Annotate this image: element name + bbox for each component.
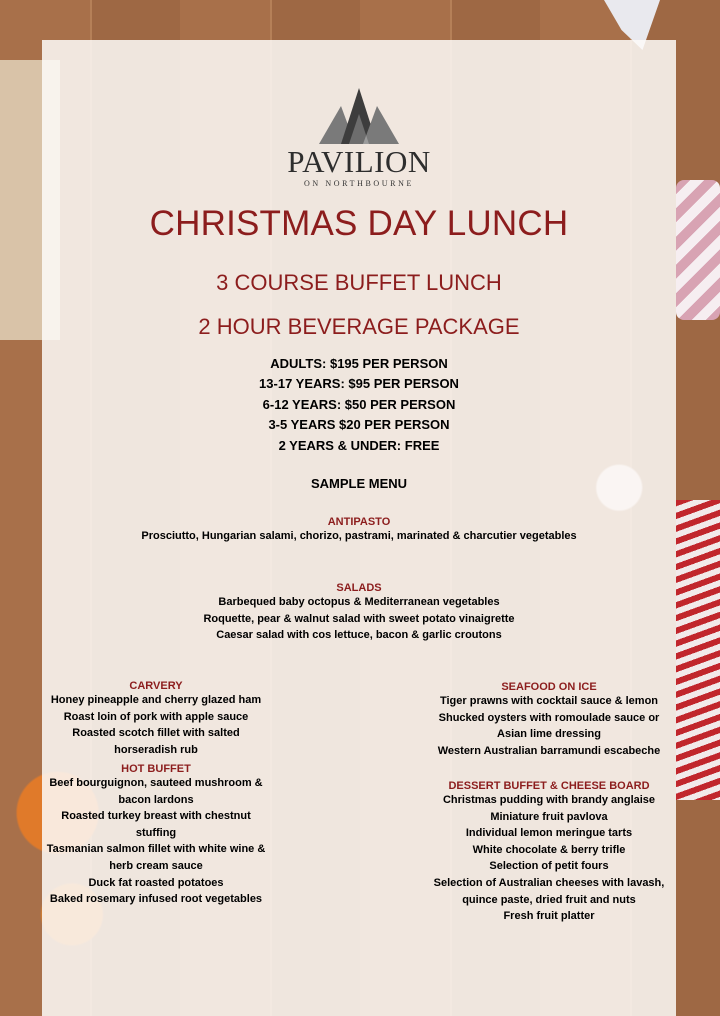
menu-item: bacon lardons bbox=[118, 793, 194, 806]
menu-item: Prosciutto, Hungarian salami, chorizo, pastrami, marinated & charcutier vegetables bbox=[141, 530, 577, 542]
price-under-2: 2 YEARS & UNDER: FREE bbox=[278, 437, 440, 453]
menu-item: Roast loin of pork with apple sauce bbox=[63, 710, 249, 723]
page-title: CHRISTMAS DAY LUNCH bbox=[149, 204, 569, 243]
twine-spool-decoration bbox=[676, 500, 720, 800]
section-heading: CARVERY bbox=[129, 680, 183, 692]
menu-item: Individual lemon meringue tarts bbox=[465, 827, 633, 840]
menu-item: White chocolate & berry trifle bbox=[472, 843, 626, 856]
menu-item: Asian lime dressing bbox=[497, 728, 601, 741]
sample-menu-heading: SAMPLE MENU bbox=[310, 476, 408, 491]
section-heading: HOT BUFFET bbox=[121, 763, 191, 775]
section-antipasto bbox=[42, 516, 676, 545]
brand-tagline: ON NORTHBOURNE bbox=[304, 179, 414, 188]
menu-item: Beef bourguignon, sauteed mushroom & bbox=[49, 777, 263, 789]
section-seafood bbox=[422, 681, 676, 759]
section-heading: SALADS bbox=[336, 582, 382, 594]
menu-item: Caesar salad with cos lettuce, bacon & garlic croutons bbox=[216, 629, 502, 642]
section-hot-buffet bbox=[42, 763, 270, 908]
menu-item: quince paste, dried fruit and nuts bbox=[462, 893, 636, 906]
menu-item: Roasted scotch fillet with salted horseradish rub bbox=[72, 727, 240, 756]
menu-item: Fresh fruit platter bbox=[503, 910, 595, 923]
menu-item: Tiger prawns with cocktail sauce & lemon bbox=[439, 695, 659, 707]
menu-item: Christmas pudding with brandy anglaise bbox=[442, 794, 656, 806]
section-heading: ANTIPASTO bbox=[327, 516, 391, 528]
subtitle-beverage: 2 HOUR BEVERAGE PACKAGE bbox=[198, 314, 520, 339]
price-3-5: 3-5 YEARS $20 PER PERSON bbox=[268, 417, 450, 433]
price-13-17: 13-17 YEARS: $95 PER PERSON bbox=[259, 376, 459, 392]
menu-item: Honey pineapple and cherry glazed ham bbox=[50, 694, 262, 706]
menu-item: Shucked oysters with romoulade sauce or bbox=[438, 711, 660, 724]
candy-cane-decoration bbox=[676, 180, 720, 320]
section-dessert bbox=[422, 780, 676, 925]
menu-item: Baked rosemary infused root vegetables bbox=[49, 893, 263, 906]
menu-item: Roquette, pear & walnut salad with sweet potato vinaigrette bbox=[203, 612, 515, 625]
brand-name: PAVILION bbox=[287, 144, 431, 179]
section-carvery bbox=[42, 680, 270, 758]
menu-item: Roasted turkey breast with chestnut stuffing bbox=[61, 810, 251, 839]
menu-item: Selection of Australian cheeses with lavash, bbox=[433, 876, 665, 889]
menu-item: herb cream sauce bbox=[109, 859, 203, 872]
section-heading: DESSERT BUFFET & CHEESE BOARD bbox=[448, 780, 650, 792]
menu-item: Barbequed baby octopus & Mediterranean vegetables bbox=[218, 596, 500, 608]
price-6-12: 6-12 YEARS: $50 PER PERSON bbox=[262, 396, 456, 412]
section-heading: SEAFOOD ON ICE bbox=[501, 681, 597, 693]
section-salads bbox=[42, 582, 676, 644]
pavilion-logo-icon bbox=[319, 88, 399, 144]
subtitle-buffet: 3 COURSE BUFFET LUNCH bbox=[216, 270, 502, 295]
menu-panel bbox=[42, 40, 676, 1016]
menu-item: Selection of petit fours bbox=[489, 860, 609, 873]
menu-item: Duck fat roasted potatoes bbox=[88, 876, 224, 889]
price-adults: ADULTS: $195 PER PERSON bbox=[270, 356, 448, 371]
menu-item: Miniature fruit pavlova bbox=[490, 810, 608, 823]
menu-item: Tasmanian salmon fillet with white wine & bbox=[46, 843, 266, 856]
price-list bbox=[42, 354, 676, 456]
menu-item: Western Australian barramundi escabeche bbox=[437, 744, 661, 757]
